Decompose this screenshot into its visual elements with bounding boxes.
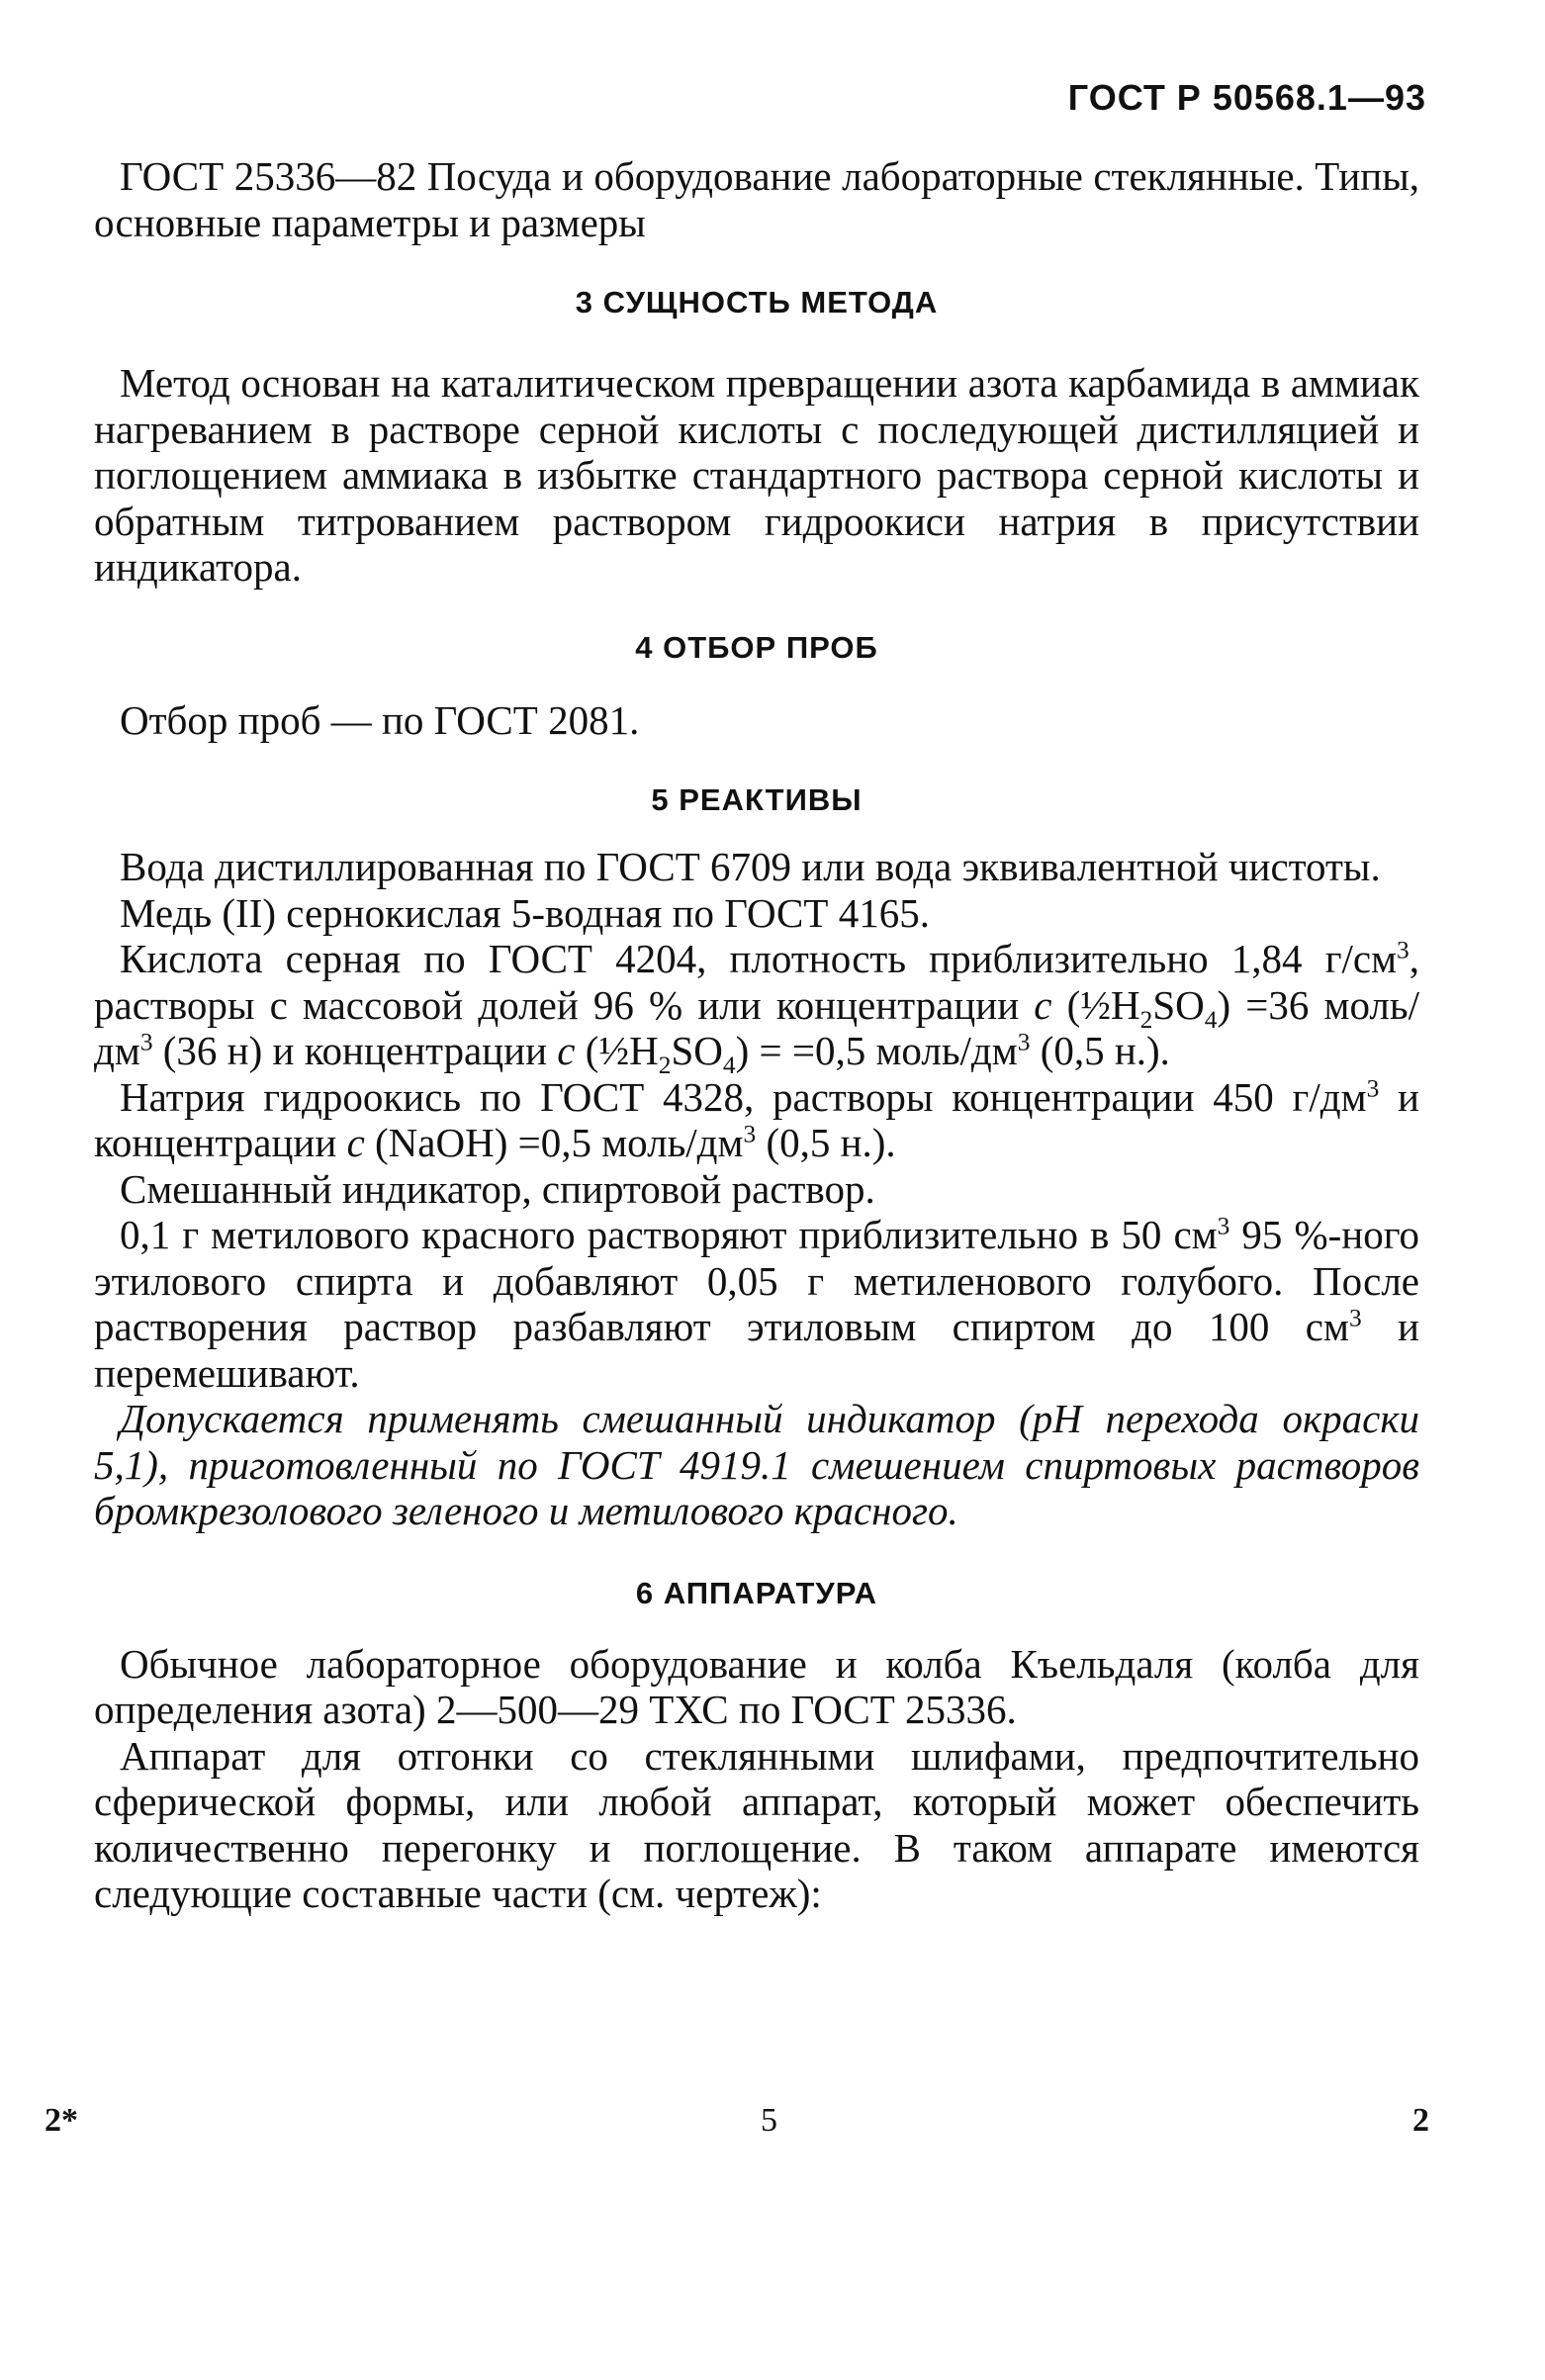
naoh-text-part-3: (NaOH) =0,5 моль/дм	[364, 1120, 744, 1165]
indicator-preparation	[94, 1212, 1419, 1396]
acid-text-part-3: ) =36 моль/дм	[94, 981, 1419, 1073]
prep-text-part-3: и перемешивают.	[94, 1304, 1419, 1396]
acid-text-part-2: , растворы с массовой долей 96 % или концентрации	[94, 936, 1419, 1028]
reagent-mixed-indicator: Смешанный индикатор, спиртовой раствор.	[120, 1165, 875, 1212]
section-6-heading: 6 АППАРАТУРА	[635, 1575, 878, 1610]
apparatus-distillation: Аппарат для отгонки со стеклянными шлифами, предпочтительно сферической формы, или любой аппарат, который может обеспечить количественно перегонку и поглощение. В таком аппарате имеются следующие составные части (см. чертеж):	[94, 1732, 1419, 1916]
acid-formula-part: (½H	[575, 1028, 659, 1073]
reagent-water: Вода дистиллированная по ГОСТ 6709 или вода эквивалентной чистоты.	[120, 844, 1381, 889]
concentration-symbol: c	[1034, 981, 1052, 1028]
superscript: 3	[1217, 1212, 1230, 1240]
acid-formula-part: (½H	[1051, 981, 1140, 1028]
reference-gost-25336: ГОСТ 25336—82 Посуда и оборудование лабораторные стеклянные. Типы, основные параметры и размеры	[94, 153, 1419, 245]
subscript: 2	[658, 1052, 672, 1080]
naoh-text-part-2: и концентрации	[94, 1073, 1419, 1165]
indicator-alternative-note: Допускается применять смешанный индикатор (pH перехода окраски 5,1), приготовленный по ГОСТ 4919.1 смешением спиртовых растворов бромкрезолового зеленого и метилового красного.	[94, 1396, 1419, 1533]
naoh-text-part-4: (0,5 н.).	[756, 1120, 896, 1165]
superscript: 3	[1397, 936, 1409, 964]
naoh-text-part-1: Натрия гидроокись по ГОСТ 4328, растворы концентрации 450 г/дм	[120, 1073, 1367, 1120]
apparatus-equipment: Обычное лабораторное оборудование и колба Къельдаля (колба для определения азота) 2—500—29 ТХС по ГОСТ 25336.	[94, 1640, 1419, 1732]
superscript: 3	[1366, 1073, 1380, 1102]
document-code-header: ГОСТ Р 50568.1—93	[1067, 77, 1426, 118]
section-3-text: Метод основан на каталитическом превращении азота карбамида в аммиак нагреванием в растворе серной кислоты с последующей дистилляцией и поглощением аммиака в избытке стандартного раствора серной кислоты и обратным титрованием раствором гидроокиси натрия в присутствии индикатора.	[94, 360, 1419, 590]
prep-text-part-2: 95 %-ного этилового спирта и добавляют 0,05 г метиленового голубого. После растворения раствор разбавляют этиловым спиртом до 100 см	[94, 1212, 1419, 1349]
superscript: 3	[1017, 1028, 1031, 1056]
acid-text-part-4: (36 н) и концентрации	[152, 1028, 558, 1073]
page-content	[94, 153, 1419, 1917]
acid-text-part-1: Кислота серная по ГОСТ 4204, плотность приблизительно 1,84 г/см	[120, 936, 1398, 981]
subscript: 4	[722, 1052, 736, 1080]
prep-text-part-1: 0,1 г метилового красного растворяют приблизительно в 50 см	[120, 1212, 1218, 1257]
section-3-heading: 3 СУЩНОСТЬ МЕТОДА	[575, 285, 939, 320]
acid-text-part-5: ) = =0,5 моль/дм	[735, 1028, 1018, 1073]
subscript: 4	[1204, 1005, 1218, 1034]
superscript: 3	[1348, 1304, 1362, 1332]
sheet-number: 2	[1412, 2102, 1429, 2139]
acid-formula-part: SO	[1152, 981, 1205, 1028]
concentration-symbol: c	[557, 1028, 576, 1073]
subscript: 2	[1139, 1005, 1153, 1034]
superscript: 3	[139, 1028, 153, 1056]
reagent-sodium-hydroxide	[94, 1074, 1419, 1166]
section-5-heading: 5 РЕАКТИВЫ	[651, 782, 863, 817]
page-number: 5	[761, 2102, 777, 2139]
acid-text-part-6: (0,5 н.).	[1030, 1028, 1170, 1073]
section-4-text: Отбор проб — по ГОСТ 2081.	[120, 696, 640, 743]
reagent-sulfuric-acid	[94, 936, 1419, 1080]
reagent-copper-sulfate: Медь (II) сернокислая 5-водная по ГОСТ 4165.	[120, 889, 930, 936]
section-4-heading: 4 ОТБОР ПРОБ	[635, 629, 878, 665]
page-footer	[45, 2102, 1429, 2142]
acid-formula-part: SO	[671, 1028, 723, 1073]
concentration-symbol: c	[346, 1120, 365, 1165]
signature-mark: 2*	[45, 2102, 78, 2139]
superscript: 3	[743, 1120, 757, 1148]
